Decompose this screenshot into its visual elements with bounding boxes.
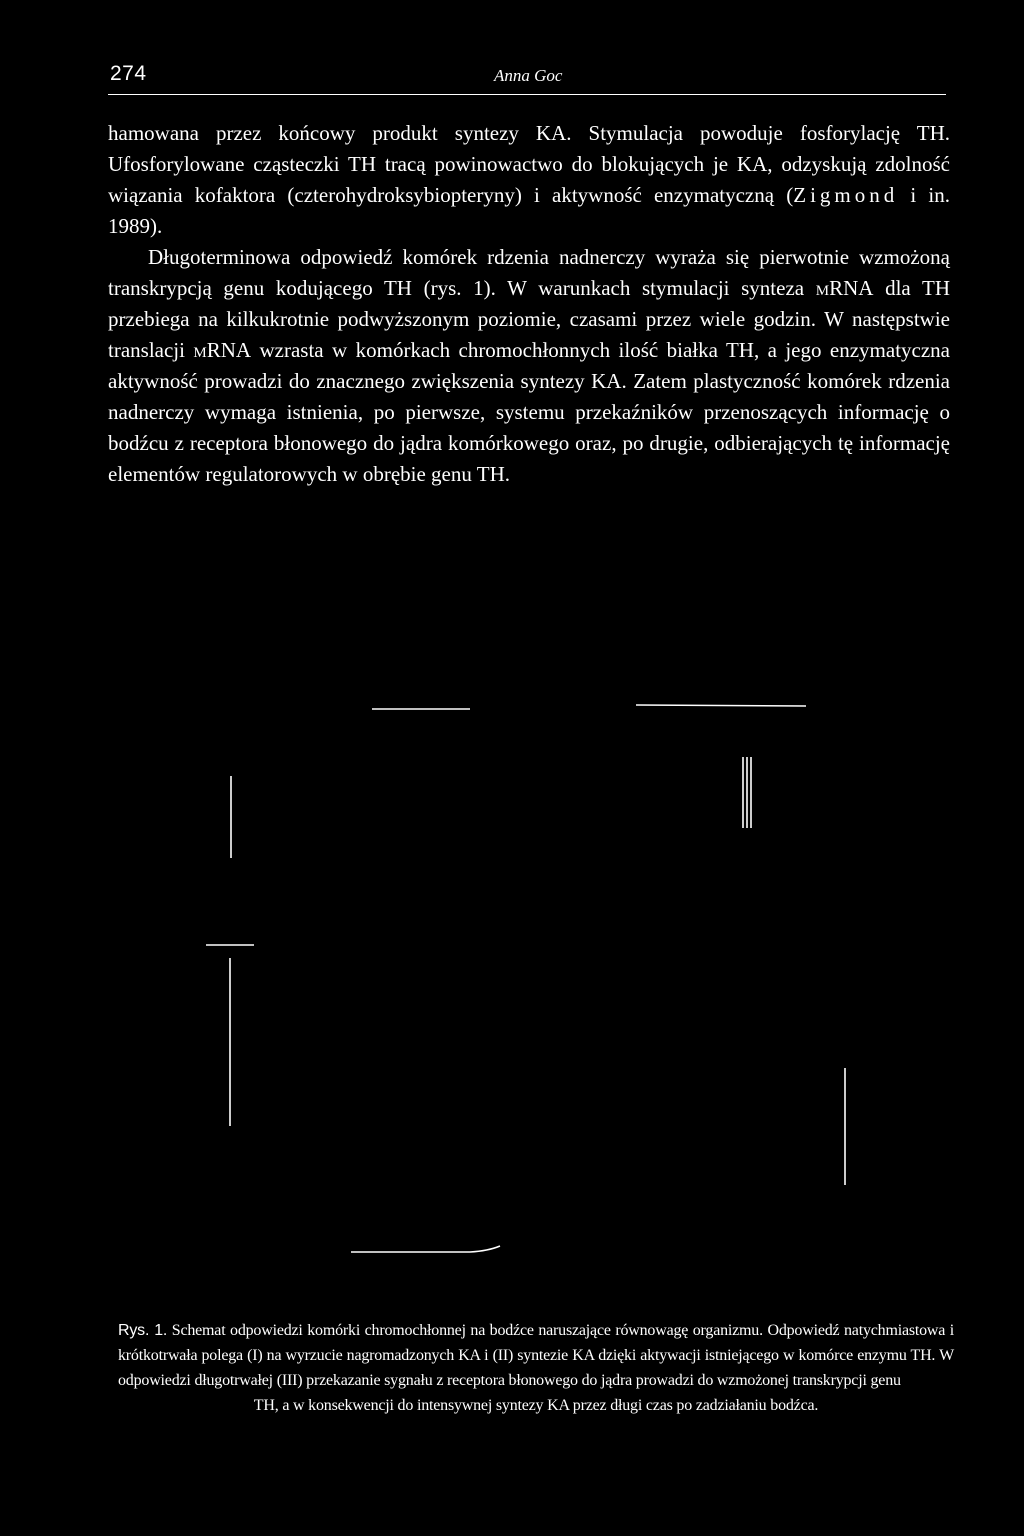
- citation-tail: i in. 1989).: [108, 183, 951, 238]
- paragraph-1-text: hamowana przez końcowy produkt syntezy KA. Stymulacja powoduje fosforylację TH. Ufosforylowane cząsteczki TH tracą powinowactwo do blokujących je KA, odzyskują zdolność wiązania kofaktora (czterohydroksybiopteryny) i aktywność enzymatyczną (: [108, 121, 950, 207]
- citation-author: Zigmond: [793, 183, 899, 207]
- figure-top-line-right: [636, 705, 806, 706]
- running-head: Anna Goc: [494, 66, 563, 85]
- page-number: 274: [110, 62, 147, 85]
- mrna-term-1: mRNA: [815, 276, 874, 300]
- body-text: [108, 118, 950, 490]
- paragraph-2: [108, 242, 950, 490]
- figure-bottom-line: [351, 1246, 500, 1252]
- mrna-term-2: mRNA: [193, 338, 252, 362]
- figure-caption: [118, 1318, 954, 1418]
- paragraph-1: [108, 118, 950, 242]
- paragraph-2-part-3: wzrasta w komórkach chromochłonnych ilość białka TH, a jego enzymatyczna aktywność prowadzi do znacznego zwiększenia syntezy KA. Zatem plastyczność komórek rdzenia nadnerczy wymaga istnienia, po pierwsze, systemu przekaźników przenoszących informację o bodźcu z receptora błonowego do jądra komórkowego oraz, po drugie, odbierających tę informację elementów regulatorowych w obrębie genu TH.: [108, 338, 951, 486]
- caption-main: [118, 1318, 954, 1393]
- caption-text: Schemat odpowiedzi komórki chromochłonnej na bodźce naruszające równowagę organizmu. Odpowiedź natychmiastowa i krótkotrwała polega (I) na wyrzucie nagromadzonych KA i (II) syntezie KA dzięki aktywacji istniejącego w komórce enzymu TH. W odpowiedzi długotrwałej (III) przekazanie sygnału z receptora błonowego do jądra prowadzi do wzmożonej transkrypcji genu: [118, 1322, 954, 1389]
- header-rule: [108, 94, 946, 95]
- caption-label: Rys. 1.: [118, 1322, 168, 1339]
- paragraph-2-part-2: dla TH przebiega na kilkukrotnie podwyższonym poziomie, czasami przez wiele godzin. W następstwie translacji: [108, 276, 950, 362]
- paragraph-2-part-1: Długoterminowa odpowiedź komórek rdzenia nadnerczy wyraża się pierwotnie wzmożoną transkrypcją genu kodującego TH (rys. 1). W warunkach stymulacji synteza: [108, 245, 950, 300]
- caption-last-line: TH, a w konsekwencji do intensywnej syntezy KA przez długi czas po zadziałaniu bodźca.: [253, 1397, 819, 1414]
